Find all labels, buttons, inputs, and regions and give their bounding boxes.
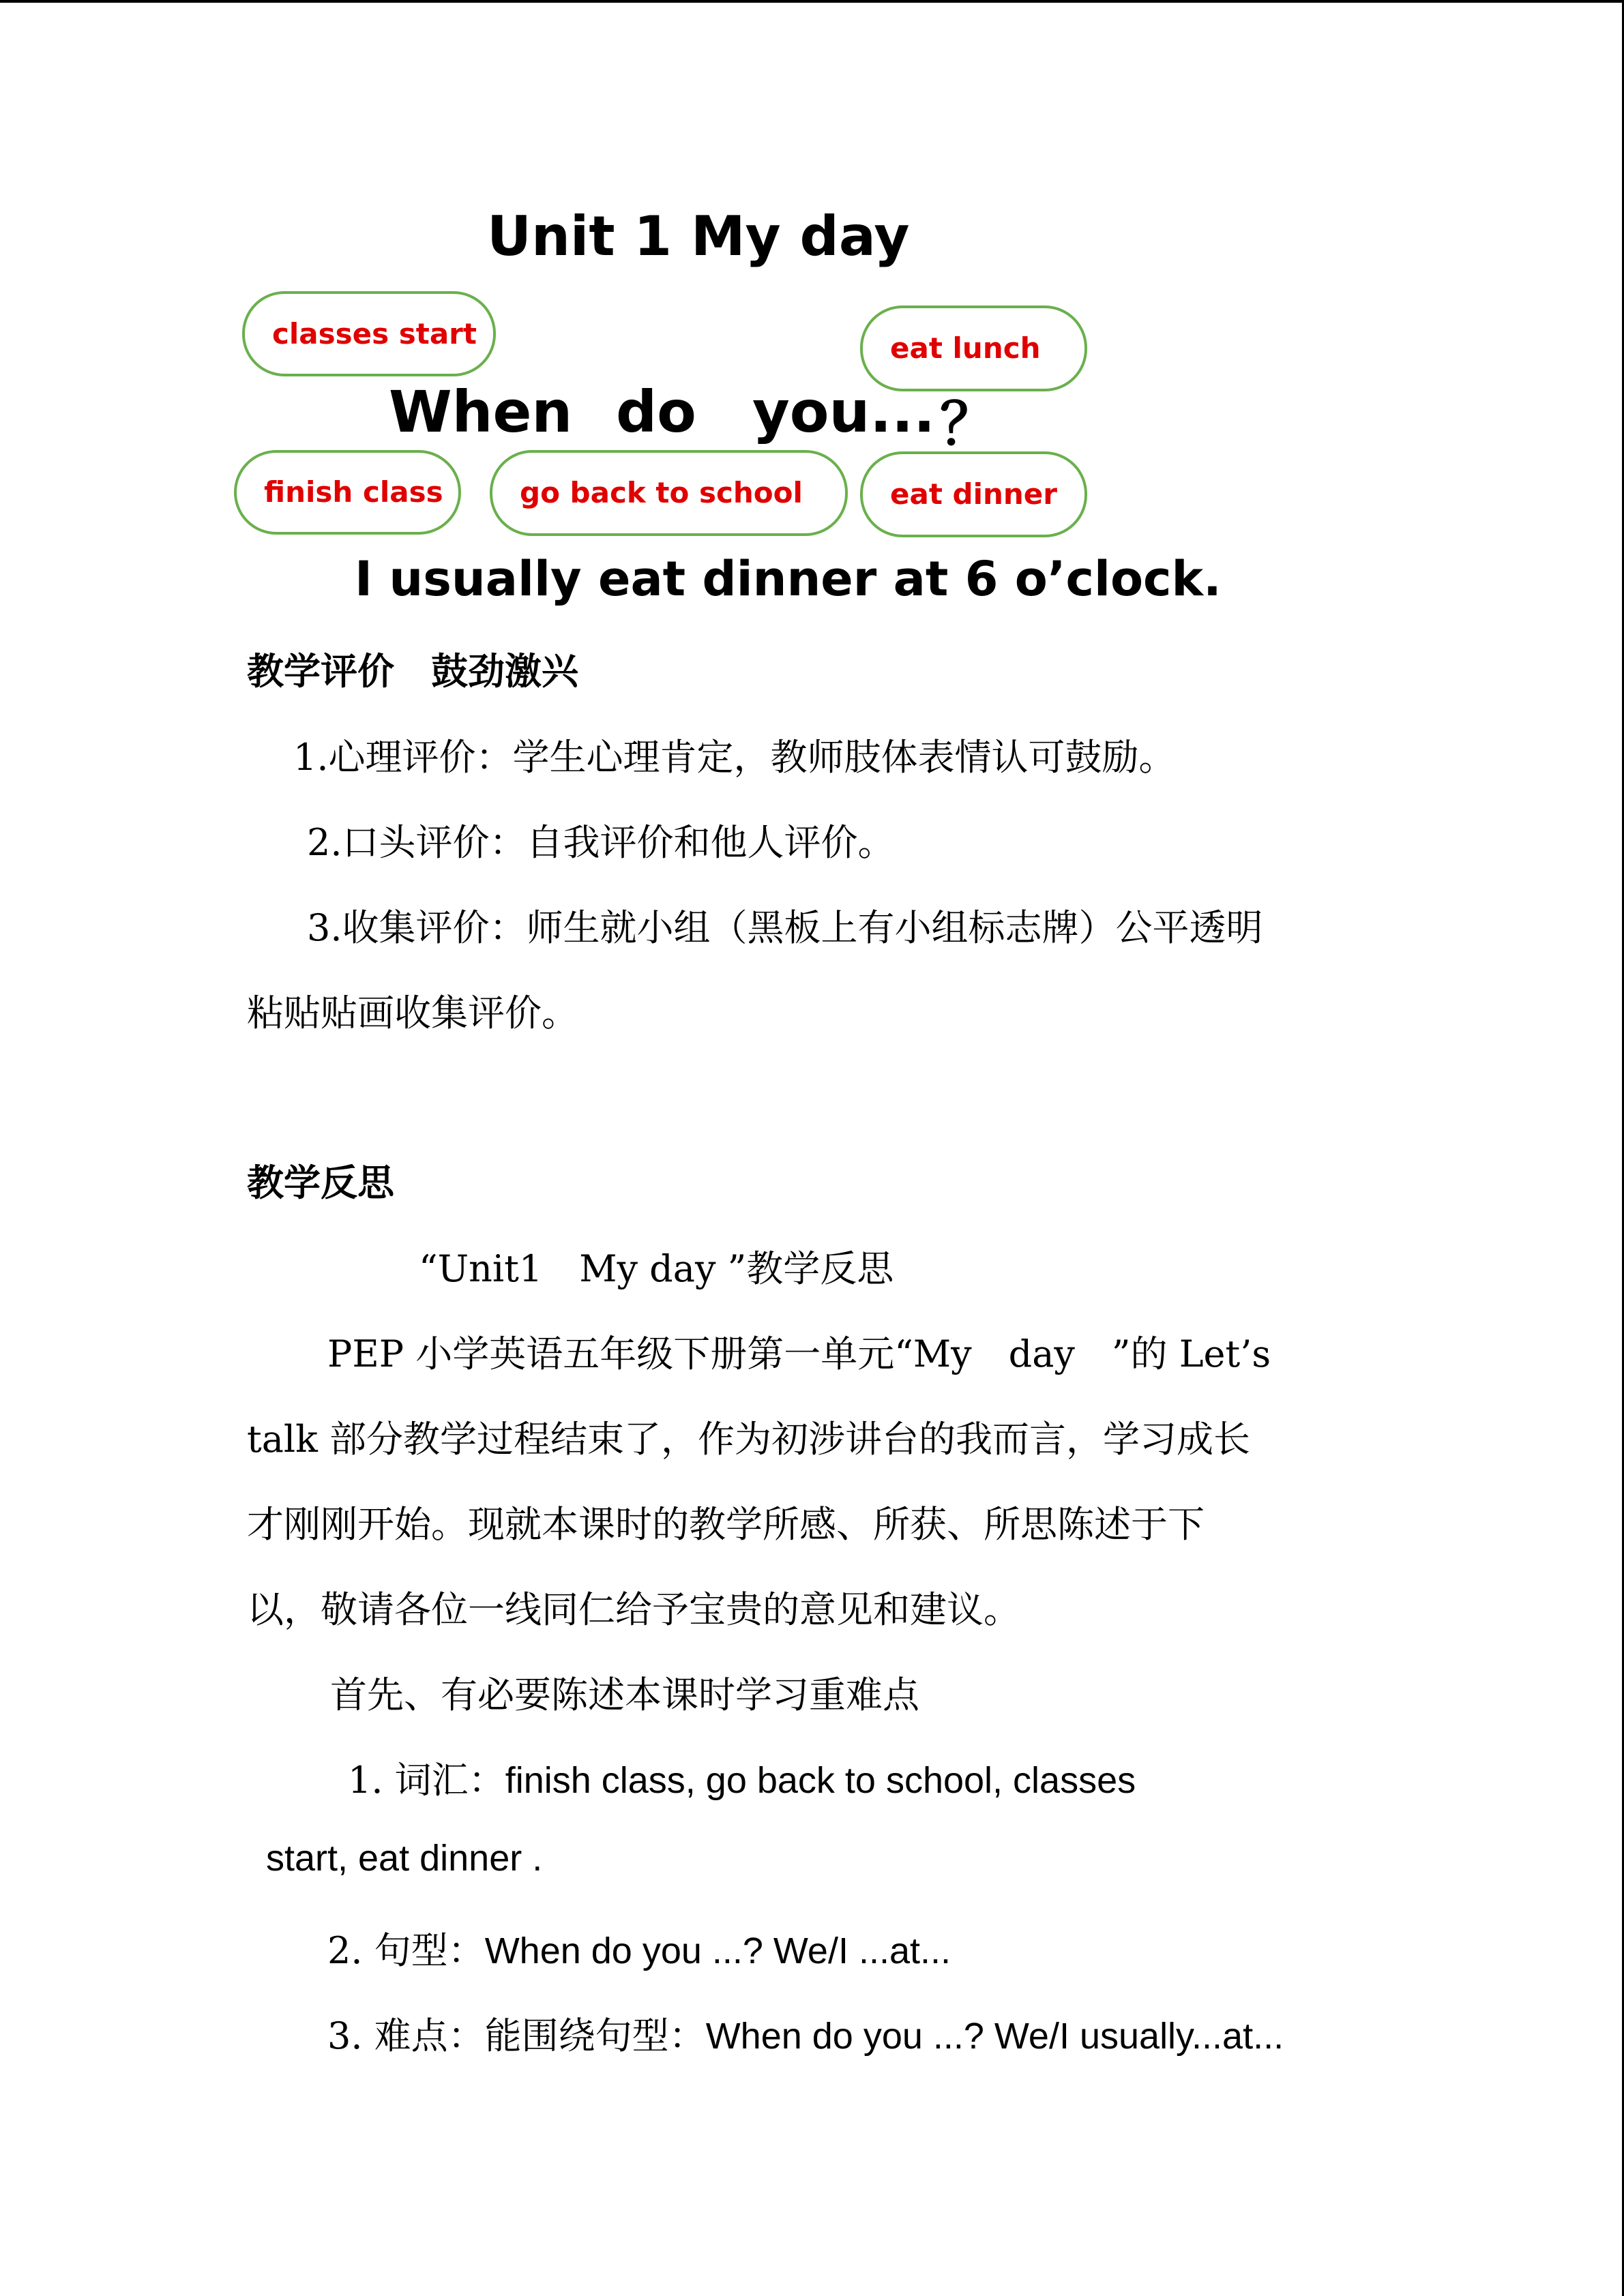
phrase-bubble-finish-class (234, 450, 461, 535)
question-word-when: When (389, 378, 573, 445)
evaluation-item-1: 1.心理评价：学生心理肯定，教师肢体表情认可鼓励。 (293, 736, 1176, 779)
key-points-vocabulary (348, 1751, 1136, 1804)
phrase-bubble-eat-dinner (860, 451, 1087, 537)
phrase-bubble-go-back-to-school (490, 450, 848, 536)
reflection-paragraph-line: talk 部分教学过程结束了，作为初涉讲台的我而言，学习成长 (247, 1418, 1251, 1461)
key-points-sentence-pattern (327, 1922, 951, 1974)
question-word-you: you... (752, 378, 935, 445)
evaluation-item-3-cont: 粘贴贴画收集评价。 (247, 992, 578, 1034)
page-top-border (0, 0, 1624, 3)
question-mark: ？ (940, 391, 998, 458)
phrase-text: eat dinner (890, 477, 1057, 511)
pattern-label: 2. 句型： (327, 1929, 485, 1972)
vocab-text-cont: start, eat dinner . (266, 1838, 543, 1879)
phrase-bubble-classes-start (242, 291, 496, 376)
page-title: Unit 1 My day (487, 205, 910, 268)
key-points-vocabulary-cont (266, 1836, 542, 1879)
reflection-paragraph-line: 以，敬请各位一线同仁给予宝贵的意见和建议。 (247, 1588, 1020, 1631)
phrase-text: finish class (264, 475, 443, 509)
phrase-text: classes start (272, 316, 477, 351)
answer-sentence: I usually eat dinner at 6 o’clock. (355, 551, 1222, 607)
reflection-paragraph-line: 才刚刚开始。现就本课时的教学所感、所获、所思陈述于下 (247, 1503, 1205, 1546)
reflection-subtitle: “Unit1 My day ”教学反思 (419, 1247, 894, 1290)
reflection-paragraph-2: 首先、有必要陈述本课时学习重难点 (330, 1673, 919, 1716)
vocab-label: 1. 词汇： (348, 1759, 505, 1802)
difficulty-label: 3. 难点：能围绕句型： (327, 2014, 706, 2057)
evaluation-item-2: 2.口头评价：自我评价和他人评价。 (307, 821, 895, 864)
phrase-text: go back to school (520, 476, 803, 509)
pattern-text: When do you ...? We/I ...at... (484, 1930, 951, 1971)
reflection-heading: 教学反思 (247, 1161, 394, 1204)
reflection-paragraph-line: PEP 小学英语五年级下册第一单元“My day ”的 Let’s (327, 1332, 1271, 1375)
phrase-text: eat lunch (890, 331, 1041, 365)
difficulty-text: When do you ...? We/I usually...at... (705, 2016, 1284, 2057)
question-word-do: do (616, 378, 696, 445)
key-points-difficulty (327, 2007, 1284, 2059)
evaluation-item-3: 3.收集评价：师生就小组（黑板上有小组标志牌）公平透明 (307, 906, 1263, 949)
evaluation-heading: 教学评价 鼓劲激兴 (247, 650, 578, 693)
vocab-text: finish class, go back to school, classes (505, 1760, 1136, 1801)
